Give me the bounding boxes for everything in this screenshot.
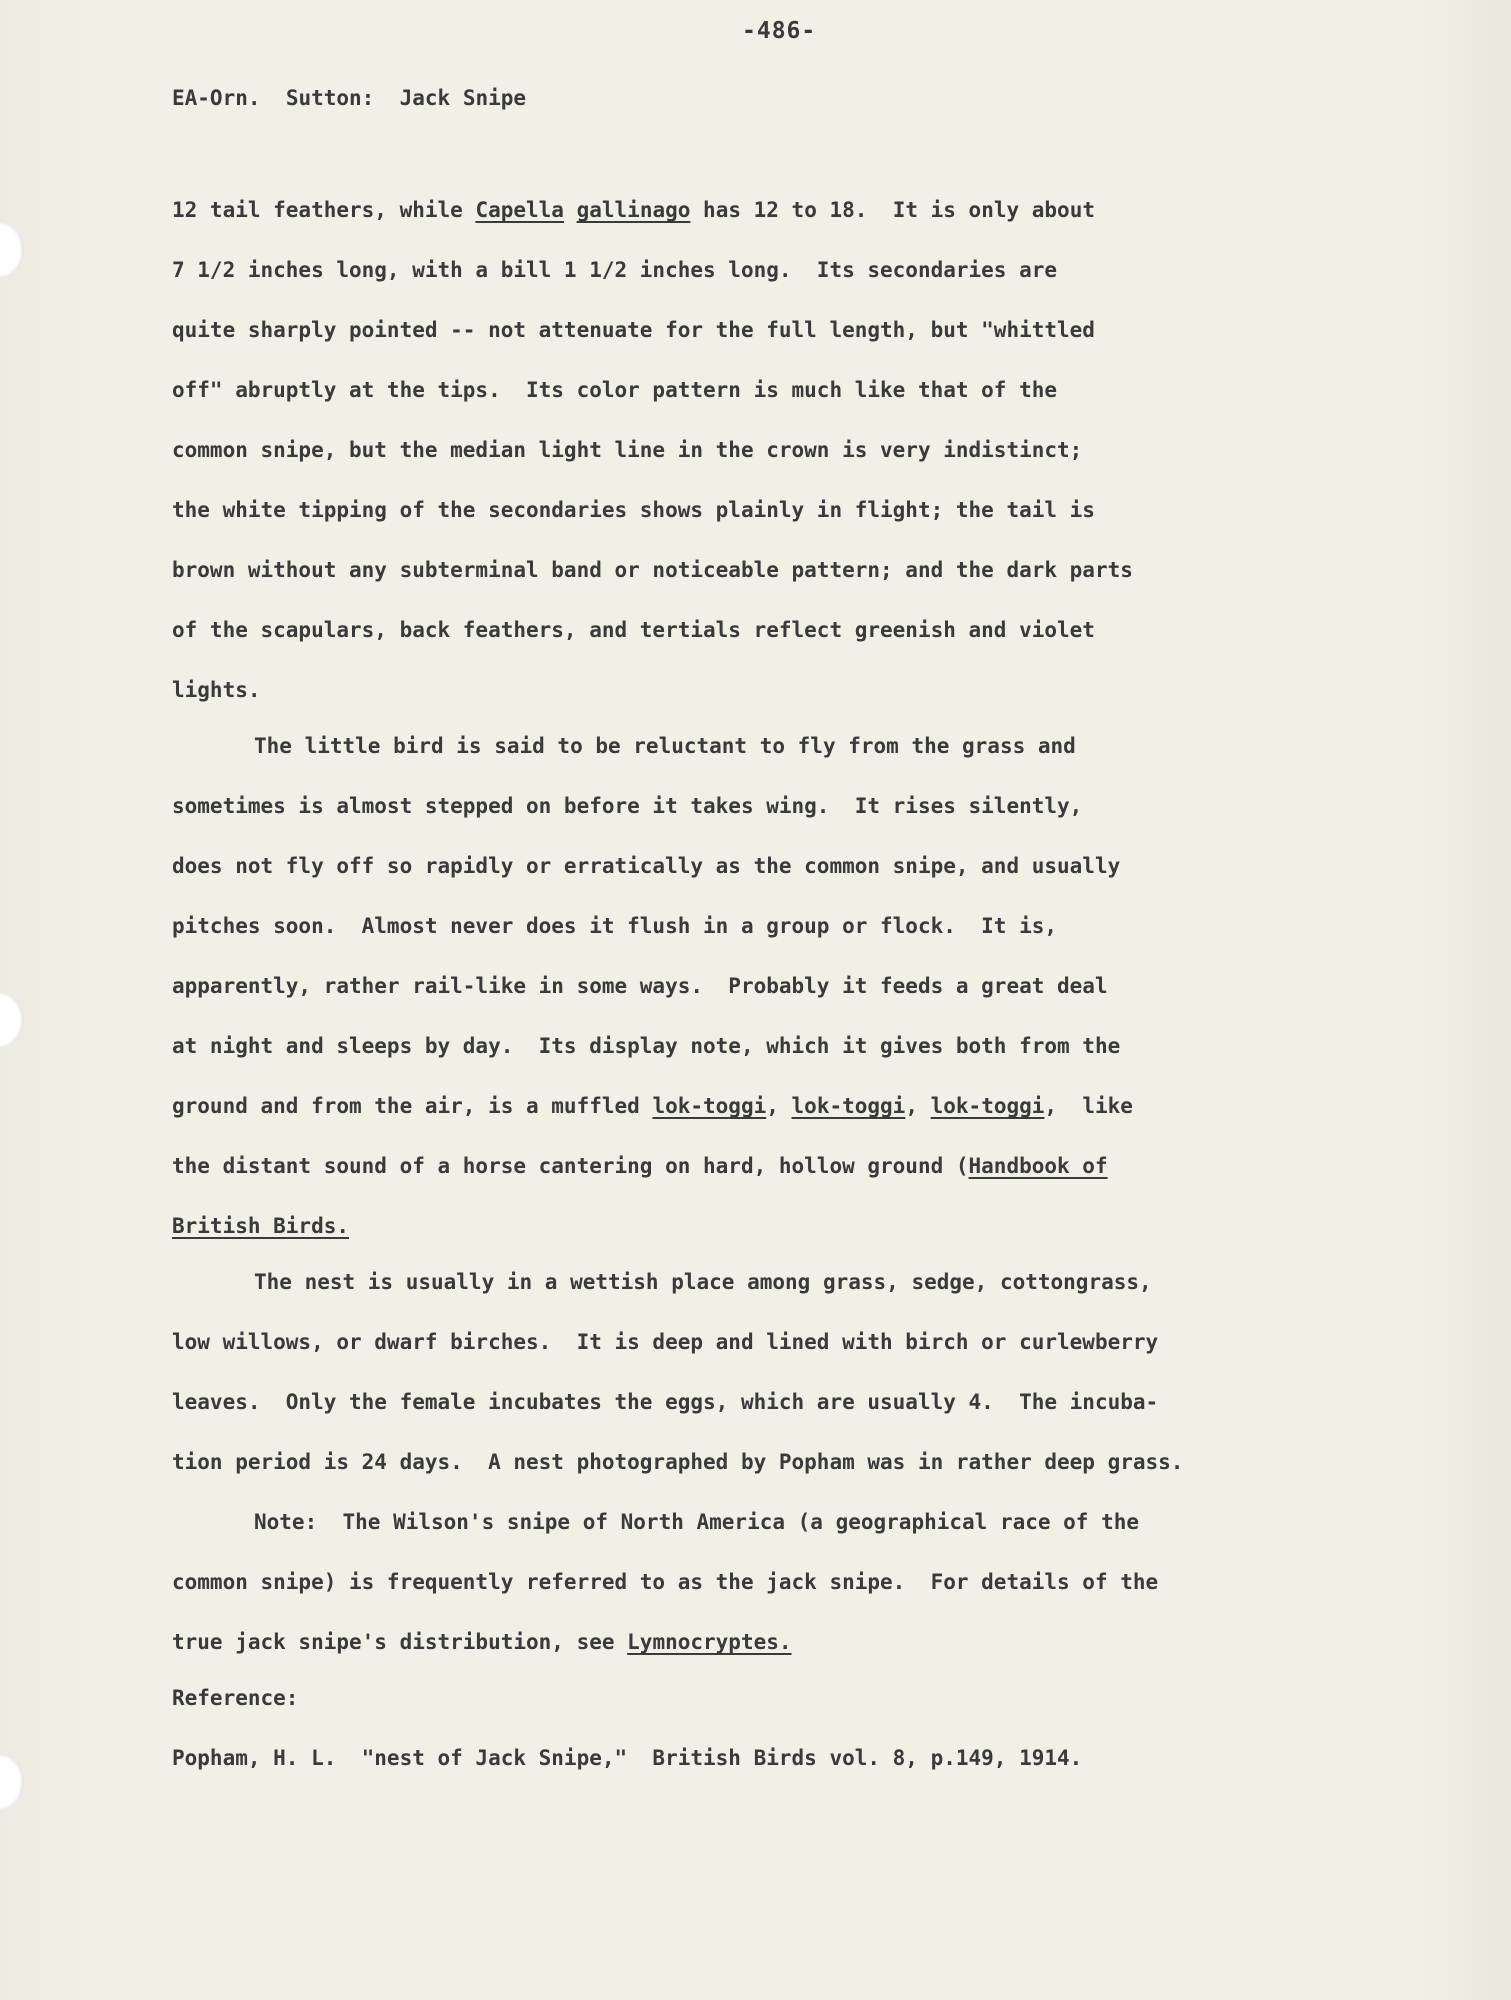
p1-line-4: off" abruptly at the tips. Its color pattern is much like that of the [172,378,1058,402]
p1-text: has 12 to 18. It is only about [690,198,1095,222]
p3-line-4: tion period is 24 days. A nest photographed by Popham was in rather deep grass. [172,1450,1184,1474]
page-header [172,86,526,110]
p2-line-3: does not fly off so rapidly or erratically as the common snipe, and usually [172,854,1121,878]
p1-line-9: lights. [172,678,261,702]
reference-citation: Popham, H. L. "nest of Jack Snipe," British Birds vol. 8, p.149, 1914. [172,1746,1083,1770]
handbook-reference: Handbook of [968,1154,1108,1178]
p3-line-2: low willows, or dwarf birches. It is deep and lined with birch or curlewberry [172,1330,1159,1354]
p2-line-9 [172,1208,1392,1264]
p3-line-3: leaves. Only the female incubates the eggs, which are usually 4. The incuba- [172,1390,1159,1414]
display-call-3: lok-toggi [930,1094,1045,1118]
display-call-1: lok-toggi [652,1094,767,1118]
binder-hole-bottom [0,1755,24,1809]
header-author: Sutton: [285,86,375,110]
p2-text: , like [1044,1094,1133,1118]
p2-line-2: sometimes is almost stepped on before it takes wing. It rises silently, [172,794,1083,818]
p3-line-1: The nest is usually in a wettish place among grass, sedge, cottongrass, [254,1270,1152,1294]
lymnocryptes-reference: Lymnocryptes. [627,1630,792,1654]
p2-text: the distant sound of a horse cantering on hard, hollow ground ( [172,1154,969,1178]
p1-line-1 [172,192,1392,252]
p2-line-7 [172,1088,1392,1148]
p1-line-7: brown without any subterminal band or noticeable pattern; and the dark parts [172,558,1133,582]
note-line-3 [172,1624,1392,1680]
binder-hole-top [0,223,24,277]
p1-line-3: quite sharply pointed -- not attenuate for the full length, but "whittled [172,318,1095,342]
species-name: gallinago [576,198,691,222]
header-section: EA-Orn. [172,86,261,110]
reference-label: Reference: [172,1686,299,1710]
page-number: -486- [742,18,817,44]
binder-hole-middle [0,993,24,1047]
call-separator: , [766,1094,792,1118]
p1-line-8: of the scapulars, back feathers, and tertials reflect greenish and violet [172,618,1095,642]
p2-line-5: apparently, rather rail-like in some ways. Probably it feeds a great deal [172,974,1108,998]
note-text: true jack snipe's distribution, see [172,1630,628,1654]
note-line-2: common snipe) is frequently referred to as the jack snipe. For details of the [172,1570,1159,1594]
p1-line-2: 7 1/2 inches long, with a bill 1 1/2 inches long. Its secondaries are [172,258,1058,282]
note-line-1: Note: The Wilson's snipe of North America (a geographical race of the [254,1510,1140,1534]
p2-line-4: pitches soon. Almost never does it flush in a group or flock. It is, [172,914,1058,938]
handbook-reference-cont: British Birds. [172,1214,350,1238]
p2-text: ground and from the air, is a muffled [172,1094,653,1118]
display-call-2: lok-toggi [791,1094,906,1118]
p2-line-6: at night and sleeps by day. Its display note, which it gives both from the [172,1034,1121,1058]
p1-line-5: common snipe, but the median light line in the crown is very indistinct; [172,438,1083,462]
header-subject: Jack Snipe [399,86,527,110]
p1-line-6: the white tipping of the secondaries shows plainly in flight; the tail is [172,498,1095,522]
p2-line-8 [172,1148,1392,1208]
genus-name: Capella [475,198,564,222]
call-separator: , [905,1094,931,1118]
p1-text: 12 tail feathers, while [172,198,476,222]
p2-line-1: The little bird is said to be reluctant to fly from the grass and [254,734,1076,758]
body-text [172,192,1392,1800]
